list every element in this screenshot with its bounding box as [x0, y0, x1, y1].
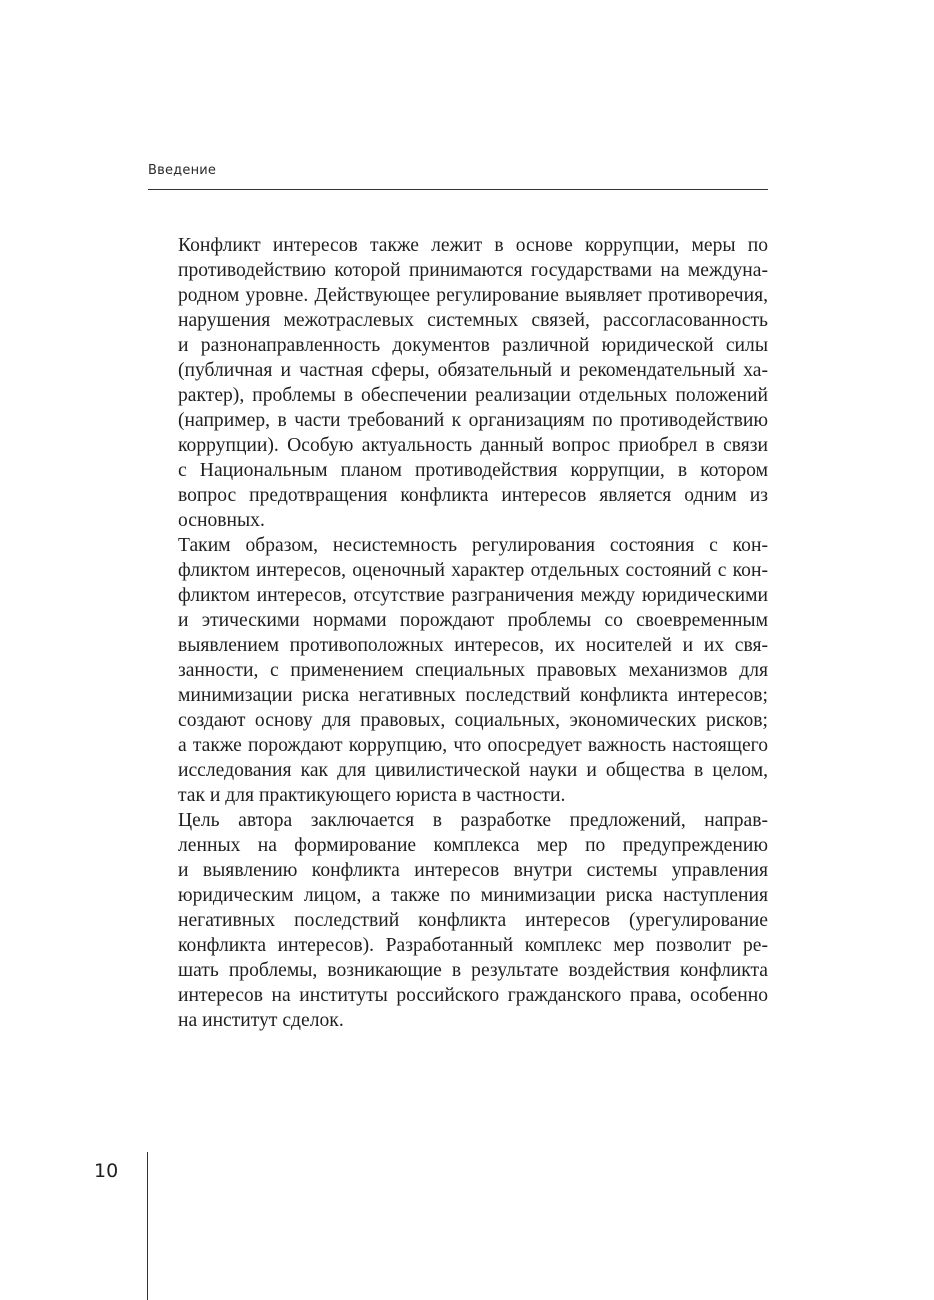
- text-line: интересов на институты российского гражданского права, особенно: [178, 985, 768, 1006]
- text-line: нарушения межотраслевых системных связей, рассогласованность: [178, 310, 768, 331]
- text-line: ленных на формирование комплекса мер по предупреждению: [178, 835, 768, 856]
- running-header-title: Введение: [148, 163, 217, 178]
- text-line: шать проблемы, возникающие в результате воздействия конфликта: [178, 960, 768, 981]
- text-line: а также порождают коррупцию, что опосредует важность настоящего: [178, 735, 768, 756]
- text-line: вопрос предотвращения конфликта интересов является одним из: [178, 485, 768, 506]
- text-line: Таким образом, несистемность регулирования состояния с кон-: [178, 535, 768, 556]
- paragraph-3: [148, 808, 768, 1033]
- text-line: минимизации риска негативных последствий конфликта интересов;: [178, 685, 768, 706]
- text-line: исследования как для цивилистической науки и общества в целом,: [178, 760, 768, 781]
- text-line: юридическим лицом, а также по минимизации риска наступления: [178, 885, 768, 906]
- text-line: (например, в части требований к организациям по противодействию: [178, 410, 768, 431]
- page-number-rule: [147, 1152, 148, 1300]
- paragraph-1: [148, 233, 768, 533]
- text-line: выявлением противоположных интересов, их носителей и их свя-: [178, 635, 768, 656]
- text-line: на институт сделок.: [178, 1010, 344, 1031]
- header-rule: [148, 189, 768, 190]
- text-line: конфликта интересов). Разработанный комплекс мер позволит ре-: [178, 935, 768, 956]
- text-line: создают основу для правовых, социальных, экономических рисков;: [178, 710, 768, 731]
- text-line: Конфликт интересов также лежит в основе коррупции, меры по: [178, 235, 768, 256]
- paragraph-2: [148, 533, 768, 808]
- text-line: занности, с применением специальных правовых механизмов для: [178, 660, 768, 681]
- page-number: 10: [94, 1160, 119, 1182]
- text-line: коррупции). Особую актуальность данный вопрос приобрел в связи: [178, 435, 768, 456]
- text-line: с Национальным планом противодействия коррупции, в котором: [178, 460, 768, 481]
- text-line: Цель автора заключается в разработке предложений, направ-: [178, 810, 768, 831]
- text-line: негативных последствий конфликта интересов (урегулирование: [178, 910, 768, 931]
- text-line: родном уровне. Действующее регулирование выявляет противоречия,: [178, 285, 768, 306]
- text-line: фликтом интересов, отсутствие разграничения между юридическими: [178, 585, 768, 606]
- text-line: и этическими нормами порождают проблемы со своевременным: [178, 610, 768, 631]
- text-line: рактер), проблемы в обеспечении реализации отдельных положений: [178, 385, 768, 406]
- text-line: основных.: [178, 510, 265, 531]
- text-line: (публичная и частная сферы, обязательный и рекомендательный ха-: [178, 360, 768, 381]
- text-line: и выявлению конфликта интересов внутри системы управления: [178, 860, 768, 881]
- text-line: противодействию которой принимаются государствами на междуна-: [178, 260, 768, 281]
- text-line: и разнонаправленность документов различной юридической силы: [178, 335, 768, 356]
- body-text: [148, 233, 768, 1033]
- text-line: так и для практикующего юриста в частности.: [178, 785, 566, 806]
- text-line: фликтом интересов, оценочный характер отдельных состояний с кон-: [178, 560, 768, 581]
